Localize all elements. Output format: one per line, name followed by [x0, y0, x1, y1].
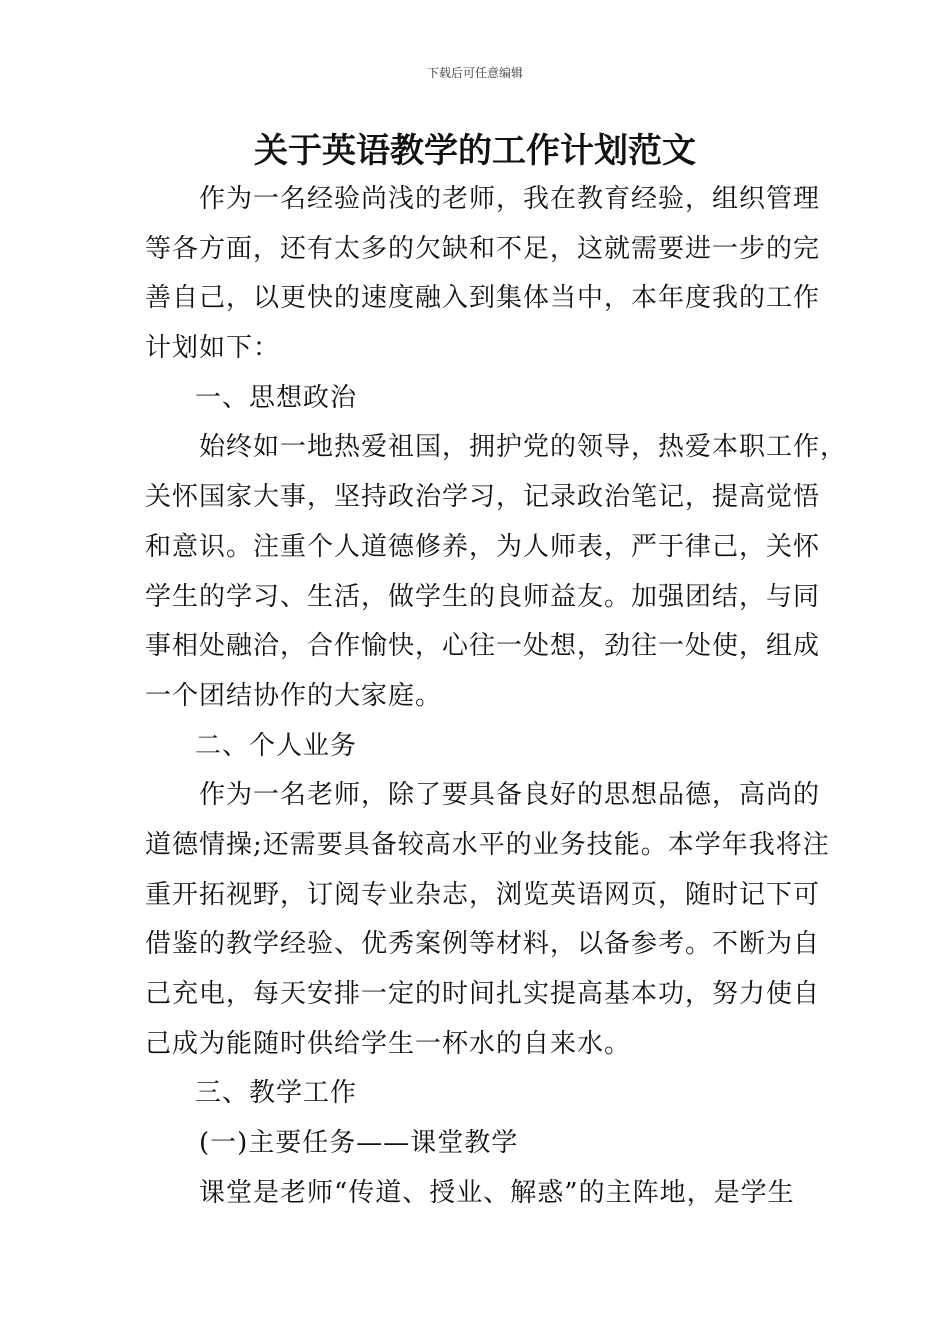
text-line: 关怀国家大事，坚持政治学习，记录政治笔记，提高觉悟: [145, 482, 821, 513]
text-line: 事相处融洽，合作愉快，心往一处想，劲往一处使，组成: [145, 631, 821, 662]
document-body: [145, 175, 848, 1218]
text-line: 和意识。注重个人道德修养，为人师表，严于律己，关怀: [145, 531, 821, 562]
text-line: 善自己，以更快的速度融入到集体当中，本年度我的工作: [145, 283, 821, 314]
text-line: 计划如下：: [145, 333, 281, 364]
text-line: 道德情操;还需要具备较高水平的业务技能。本学年我将注: [145, 829, 830, 860]
text-line: 课堂是老师“传道、授业、解惑”的主阵地，是学生: [199, 1177, 795, 1208]
text-line: 己充电，每天安排一定的时间扎实提高基本功，努力使自: [145, 979, 821, 1009]
text-line: 己成为能随时供给学生一杯水的自来水。: [145, 1028, 632, 1059]
text-line: 等各方面，还有太多的欠缺和不足，这就需要进一步的完: [145, 233, 821, 264]
text-line: 学生的学习、生活，做学生的良师益友。加强团结，与同: [145, 581, 821, 612]
subsection-heading: (一)主要任务——课堂教学: [199, 1128, 519, 1159]
document-title: 关于英语教学的工作计划范文: [254, 131, 696, 171]
section-heading: 二、个人业务: [195, 730, 358, 761]
text-line: 重开拓视野，订阅专业杂志，浏览英语网页，随时记下可: [145, 879, 821, 910]
text-line: 作为一名经验尚浅的老师，我在教育经验，组织管理: [199, 184, 821, 214]
header-note: 下载后可任意编辑: [426, 66, 523, 80]
text-line: 始终如一地热爱祖国，拥护党的领导，热爱本职工作，: [199, 432, 848, 463]
section-heading: 三、教学工作: [195, 1078, 358, 1109]
text-line: 借鉴的教学经验、优秀案例等材料，以备参考。不断为自: [145, 929, 821, 960]
section-heading: 一、思想政治: [195, 382, 358, 413]
text-line: 一个团结协作的大家庭。: [145, 680, 443, 711]
text-line: 作为一名老师，除了要具备良好的思想品德，高尚的: [199, 780, 821, 811]
